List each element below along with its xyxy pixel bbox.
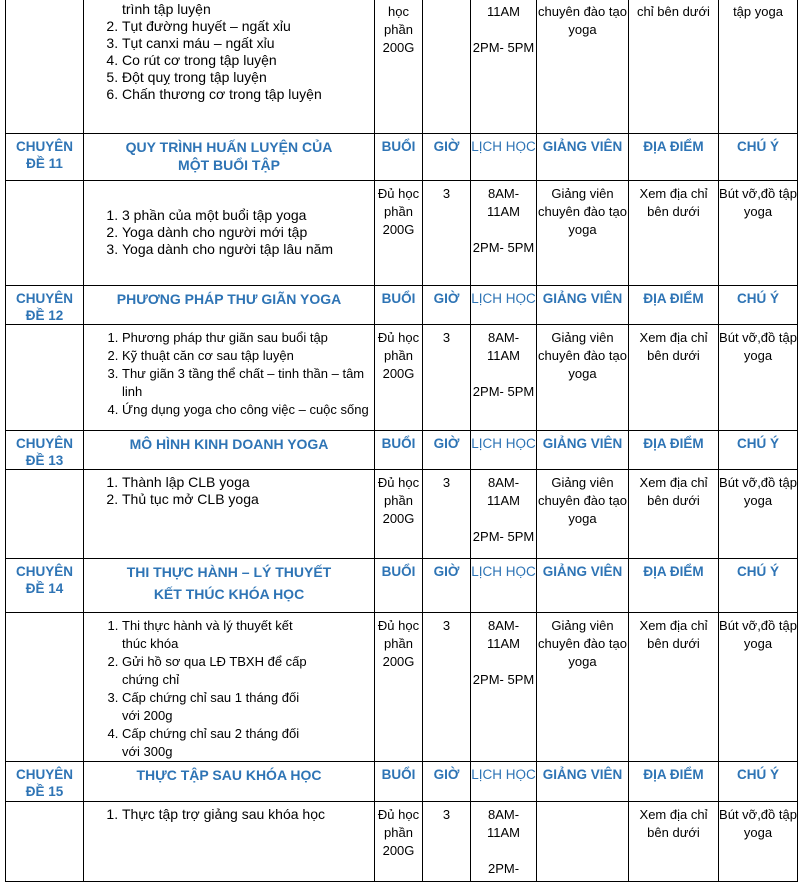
topic-item: 2. Kỹ thuật căn cơ sau tập luyện: [122, 347, 370, 365]
header-lich: LỊCH HỌC: [471, 559, 537, 613]
gio-cell: 3: [423, 470, 471, 559]
time-am: 8AM- 11AM: [487, 475, 520, 508]
topic-item: trình tập luyện: [122, 1, 211, 17]
time-pm: 2PM- 5PM: [472, 384, 535, 399]
topic-item: 3. Yoga dành cho người tập lâu năm: [122, 241, 370, 258]
section-label: CHUYÊN ĐỀ 13: [6, 431, 84, 470]
topic-item: 2. Gửi hồ sơ qua LĐ TBXH để cấp chứng chỉ: [122, 653, 314, 689]
content-row-13: [6, 470, 798, 559]
header-dia-diem: ĐỊA ĐIỂM: [629, 559, 719, 613]
time-am: 8AM- 11AM: [487, 807, 520, 840]
section-title: THỰC TẬP SAU KHÓA HỌC: [84, 762, 375, 802]
header-lich: LỊCH HỌC: [471, 134, 537, 181]
header-chu-y: CHÚ Ý: [719, 762, 798, 802]
header-giang-vien: GIẢNG VIÊN: [537, 762, 629, 802]
gio-cell: 3: [423, 802, 471, 882]
chu-y-cell: Bút vỡ,đồ tập yoga: [719, 613, 798, 762]
time-pm: 2PM- 5PM: [472, 240, 535, 255]
section-label: CHUYÊN ĐỀ 12: [6, 286, 84, 325]
time-pm: 2PM- 5PM: [472, 40, 535, 55]
buoi-cell: Đủ học phần 200G: [375, 181, 423, 286]
section-title: PHƯƠNG PHÁP THƯ GIÃN YOGA: [84, 286, 375, 325]
giang-vien-cell: chuyên đào tạo yoga: [537, 0, 629, 134]
lich-cell: [471, 181, 537, 286]
label-cell: [6, 181, 84, 286]
topic-item: 4. Co rút cơ trong tập luyện: [122, 52, 370, 69]
content-row-11: [6, 181, 798, 286]
topic-cell: [84, 470, 375, 559]
label-cell: [6, 470, 84, 559]
dia-diem-cell: Xem địa chỉ bên dưới: [629, 325, 719, 431]
giang-vien-cell: Giảng viên chuyên đào tạo yoga: [537, 181, 629, 286]
label-cell: [6, 325, 84, 431]
topic-cell: [84, 181, 375, 286]
topic-item: 4. Cấp chứng chỉ sau 2 tháng đối với 300g: [122, 725, 314, 761]
section-header-14: [6, 559, 798, 613]
section-header-11: [6, 134, 798, 181]
giang-vien-cell: Giảng viên chuyên đào tạo yoga: [537, 325, 629, 431]
dia-diem-cell: Xem địa chỉ bên dưới: [629, 470, 719, 559]
buoi-cell: Đủ học phần 200G: [375, 802, 423, 882]
topic-item: 3. Tụt canxi máu – ngất xỉu: [122, 35, 370, 52]
topic-item: 1. Thực tập trợ giảng sau khóa học: [122, 806, 370, 823]
time-am: 8AM- 11AM: [487, 618, 520, 651]
header-gio: GIỜ: [423, 431, 471, 470]
section-header-13: [6, 431, 798, 470]
section-title: MÔ HÌNH KINH DOANH YOGA: [84, 431, 375, 470]
giang-vien-cell: [537, 802, 629, 882]
header-gio: GIỜ: [423, 286, 471, 325]
lich-cell: [471, 470, 537, 559]
header-dia-diem: ĐỊA ĐIỂM: [629, 134, 719, 181]
dia-diem-cell: chỉ bên dưới: [629, 0, 719, 134]
section-title-line1: THI THỰC HÀNH – LÝ THUYẾT: [126, 564, 332, 580]
header-buoi: BUỔI: [375, 762, 423, 802]
section-label: CHUYÊN ĐỀ 14: [6, 559, 84, 613]
chu-y-cell: Bút vỡ,đồ tập yoga: [719, 181, 798, 286]
header-giang-vien: GIẢNG VIÊN: [537, 134, 629, 181]
header-lich: LỊCH HỌC: [471, 286, 537, 325]
lich-cell: [471, 325, 537, 431]
content-row-14: [6, 613, 798, 762]
chu-y-cell: Bút vỡ,đồ tập yoga: [719, 802, 798, 882]
buoi-cell: học phần 200G: [375, 0, 423, 134]
header-dia-diem: ĐỊA ĐIỂM: [629, 286, 719, 325]
section-header-12: [6, 286, 798, 325]
section-label: CHUYÊN ĐỀ 11: [6, 134, 84, 181]
lich-cell: [471, 0, 537, 134]
buoi-cell: Đủ học phần 200G: [375, 613, 423, 762]
topic-item: 2. Tụt đường huyết – ngất xỉu: [122, 18, 370, 35]
topic-item: 4. Ứng dụng yoga cho công việc – cuộc sống: [122, 401, 370, 419]
chu-y-cell: tập yoga: [719, 0, 798, 134]
label-cell: [6, 613, 84, 762]
section-title: [84, 559, 375, 613]
header-buoi: BUỔI: [375, 559, 423, 613]
giang-vien-cell: Giảng viên chuyên đào tạo yoga: [537, 613, 629, 762]
header-chu-y: CHÚ Ý: [719, 286, 798, 325]
topic-cell: [84, 613, 375, 762]
gio-cell: [423, 0, 471, 134]
topic-item: 2. Yoga dành cho người mới tập: [122, 224, 370, 241]
section-title: QUY TRÌNH HUẤN LUYỆN CỦA MỘT BUỔI TẬP: [84, 134, 375, 181]
buoi-cell: Đủ học phần 200G: [375, 325, 423, 431]
topic-cell: [84, 0, 375, 134]
header-lich: LỊCH HỌC: [471, 431, 537, 470]
header-gio: GIỜ: [423, 559, 471, 613]
header-giang-vien: GIẢNG VIÊN: [537, 286, 629, 325]
header-lich: LỊCH HỌC: [471, 762, 537, 802]
topic-item: 1. Phương pháp thư giãn sau buổi tập: [122, 329, 370, 347]
section-header-15: [6, 762, 798, 802]
header-chu-y: CHÚ Ý: [719, 559, 798, 613]
gio-cell: 3: [423, 613, 471, 762]
header-buoi: BUỔI: [375, 431, 423, 470]
dia-diem-cell: Xem địa chỉ bên dưới: [629, 613, 719, 762]
time-am: 8AM- 11AM: [487, 330, 520, 363]
time-pm: 2PM-: [487, 861, 520, 876]
gio-cell: 3: [423, 325, 471, 431]
topic-item: 1. Thành lập CLB yoga: [122, 474, 370, 491]
label-cell: [6, 0, 84, 134]
chu-y-cell: Bút vỡ,đồ tập yoga: [719, 470, 798, 559]
content-row-12: [6, 325, 798, 431]
content-row-15: [6, 802, 798, 882]
time-am: 11AM: [487, 4, 520, 19]
header-buoi: BUỔI: [375, 134, 423, 181]
header-giang-vien: GIẢNG VIÊN: [537, 559, 629, 613]
label-cell: [6, 802, 84, 882]
lich-cell: [471, 613, 537, 762]
header-gio: GIỜ: [423, 134, 471, 181]
gio-cell: 3: [423, 181, 471, 286]
topic-item: 6. Chấn thương cơ trong tập luyện: [122, 86, 370, 103]
chu-y-cell: Bút vỡ,đồ tập yoga: [719, 325, 798, 431]
header-buoi: BUỔI: [375, 286, 423, 325]
giang-vien-cell: Giảng viên chuyên đào tạo yoga: [537, 470, 629, 559]
topic-item: 1. 3 phần của một buổi tập yoga: [122, 207, 370, 224]
header-gio: GIỜ: [423, 762, 471, 802]
time-pm: 2PM- 5PM: [472, 672, 535, 687]
topic-item: 5. Đột quỵ trong tập luyện: [122, 69, 370, 86]
time-pm: 2PM- 5PM: [472, 529, 535, 544]
time-am: 8AM- 11AM: [487, 186, 520, 219]
header-dia-diem: ĐỊA ĐIỂM: [629, 762, 719, 802]
topic-item: 2. Thủ tục mở CLB yoga: [122, 491, 370, 508]
topic-item: 3. Thư giãn 3 tầng thể chất – tinh thần – tâm linh: [122, 365, 370, 401]
header-chu-y: CHÚ Ý: [719, 134, 798, 181]
buoi-cell: Đủ học phần 200G: [375, 470, 423, 559]
header-dia-diem: ĐỊA ĐIỂM: [629, 431, 719, 470]
topic-item: 3. Cấp chứng chỉ sau 1 tháng đối với 200g: [122, 689, 314, 725]
topic-cell: [84, 325, 375, 431]
schedule-table: [5, 0, 798, 882]
topic-item: 1. Thi thực hành và lý thuyết kết thúc khóa: [122, 617, 314, 653]
section-title-line2: KẾT THÚC KHÓA HỌC: [153, 586, 305, 602]
dia-diem-cell: Xem địa chỉ bên dưới: [629, 181, 719, 286]
header-chu-y: CHÚ Ý: [719, 431, 798, 470]
section-label: CHUYÊN ĐỀ 15: [6, 762, 84, 802]
dia-diem-cell: Xem địa chỉ bên dưới: [629, 802, 719, 882]
lich-cell: [471, 802, 537, 882]
topic-cell: [84, 802, 375, 882]
content-row-top: [6, 0, 798, 134]
header-giang-vien: GIẢNG VIÊN: [537, 431, 629, 470]
